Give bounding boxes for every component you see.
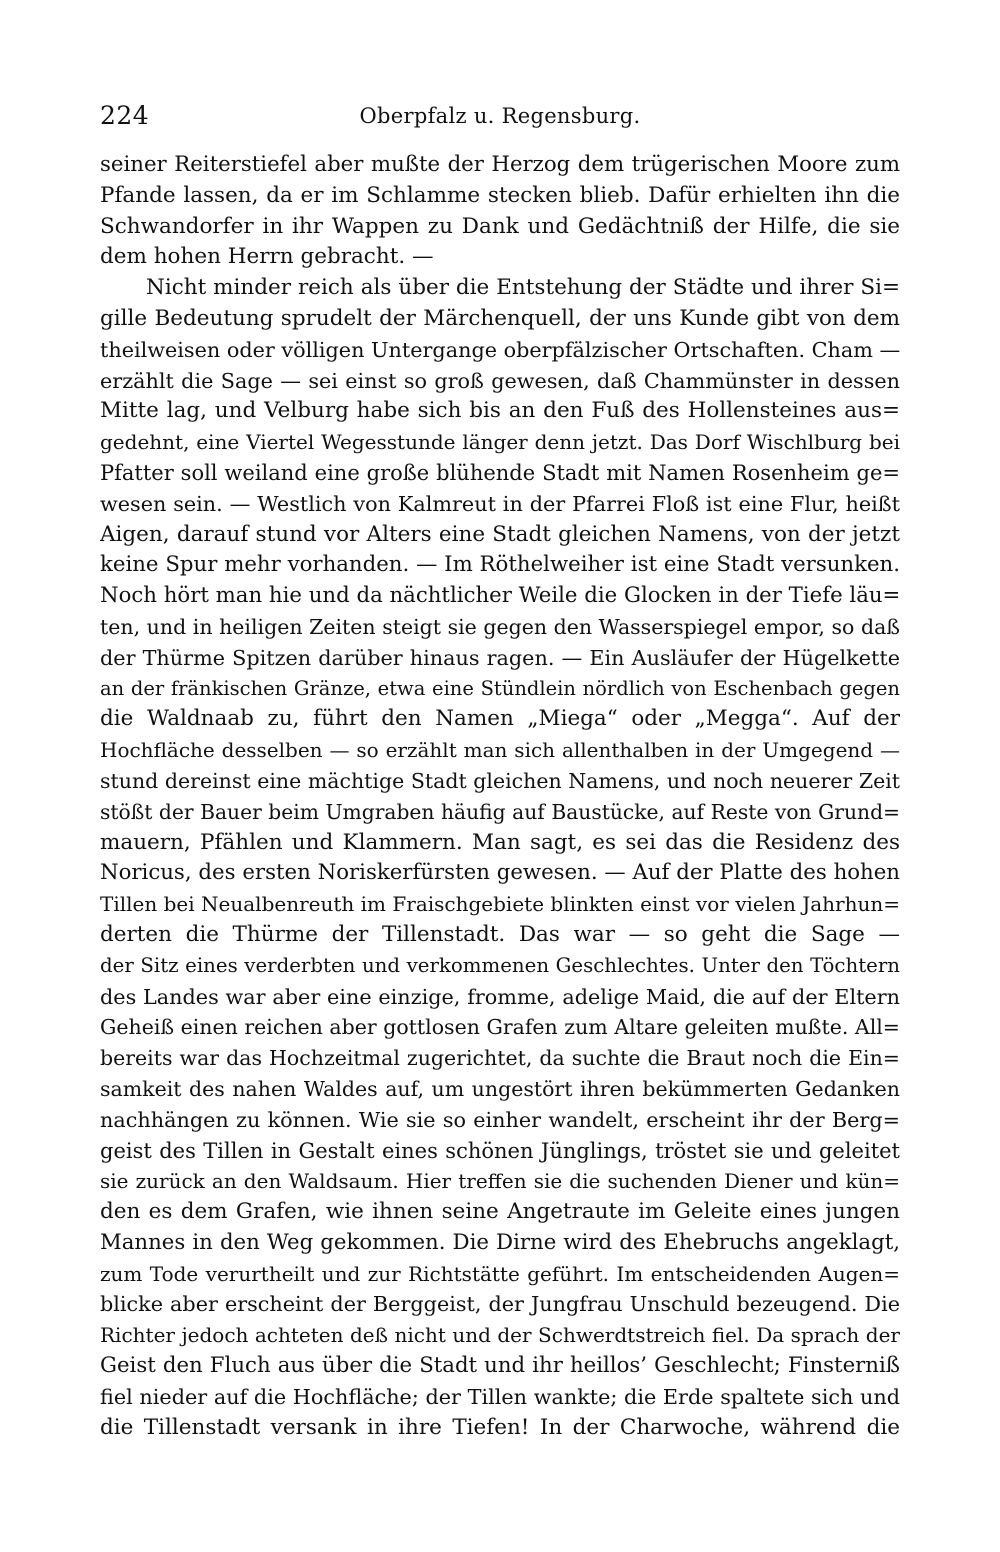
text-line: Mannes in den Weg gekommen. Die Dirne wird des Ehebruchs angeklagt, (100, 1229, 900, 1255)
text-line: Pfande lassen, da er im Schlamme stecken blieb. Dafür erhielten ihn die (100, 182, 900, 208)
text-line: stößt der Bauer beim Umgraben häufig auf Baustücke, auf Reste von Grund= (100, 799, 900, 824)
text-line: sie zurück an den Waldsaum. Hier treffen sie die suchenden Diener und kün= (100, 1169, 900, 1194)
text-line: mauern, Pfählen und Klammern. Man sagt, es sei das die Residenz des (100, 829, 900, 855)
body-text (100, 150, 900, 1443)
text-line: an der fränkischen Gränze, etwa eine Stündlein nördlich von Eschenbach gegen (100, 676, 900, 700)
page-header (100, 96, 900, 136)
page-number: 224 (100, 101, 150, 130)
text-line: Geheiß einen reichen aber gottlosen Grafen zum Altare geleiten mußte. All= (100, 1015, 900, 1040)
text-line: den es dem Grafen, wie ihnen seine Angetraute im Geleite eines jungen (100, 1199, 900, 1225)
text-line: erzählt die Sage — sei einst so groß gewesen, daß Chammünster in dessen (100, 368, 900, 393)
text-line: Schwandorfer in ihr Wappen zu Dank und Gedächtniß der Hilfe, die sie (100, 213, 900, 239)
text-line: der Sitz eines verderbten und verkommenen Geschlechtes. Unter den Töchtern (100, 953, 900, 977)
text-line: Richter jedoch achteten deß nicht und der Schwerdtstreich fiel. Da sprach der (100, 1323, 900, 1348)
text-line: seiner Reiterstiefel aber mußte der Herzog dem trügerischen Moore zum (100, 152, 900, 177)
text-line: Noch hört man hie und da nächtlicher Weile die Glocken in der Tiefe läu= (100, 583, 900, 609)
text-line: Nicht minder reich als über die Entstehung der Städte und ihrer Si= (146, 275, 900, 301)
text-line: dem hohen Herrn gebracht. — (100, 244, 434, 270)
text-line: keine Spur mehr vorhanden. — Im Röthelweiher ist eine Stadt versunken. (100, 552, 900, 578)
text-line: stund dereinst eine mächtige Stadt gleichen Namens, und noch neuerer Zeit (100, 768, 900, 793)
text-line: samkeit des nahen Waldes auf, um ungestört ihren bekümmerten Gedanken (100, 1076, 900, 1101)
text-line: gedehnt, eine Viertel Wegesstunde länger denn jetzt. Das Dorf Wischlburg bei (100, 430, 900, 455)
text-line: derten die Thürme der Tillenstadt. Das war — so geht die Sage — (100, 921, 900, 947)
text-line: blicke aber erscheint der Berggeist, der Jungfrau Unschuld bezeugend. Die (100, 1292, 900, 1317)
text-line: bereits war das Hochzeitmal zugerichtet, da suchte die Braut noch die Ein= (100, 1046, 900, 1071)
text-line: Aigen, darauf stund vor Alters eine Stadt gleichen Namens, von der jetzt (100, 521, 900, 547)
text-line: Hochfläche desselben — so erzählt man sich allenthalben in der Umgegend — (100, 738, 900, 763)
text-line: die Tillenstadt versank in ihre Tiefen! In der Charwoche, während die (100, 1414, 900, 1440)
text-line: fiel nieder auf die Hochfläche; der Tillen wankte; die Erde spaltete sich und (100, 1384, 900, 1409)
text-line: Geist den Fluch aus über die Stadt und ihr heillos’ Geschlecht; Finsterniß (100, 1353, 900, 1379)
text-line: die Waldnaab zu, führt den Namen „Miega“ oder „Megga“. Auf der (100, 706, 900, 732)
text-line: geist des Tillen in Gestalt eines schönen Jünglings, tröstet sie und geleitet (100, 1138, 900, 1163)
text-line: Mitte lag, und Velburg habe sich bis an den Fuß des Hollensteines aus= (100, 398, 900, 424)
text-line: des Landes war aber eine einzige, fromme, adelige Maid, die auf der Eltern (100, 984, 900, 1009)
text-line: der Thürme Spitzen darüber hinaus ragen. — Ein Ausläufer der Hügelkette (100, 645, 900, 670)
text-line: theilweisen oder völligen Untergange oberpfälzischer Ortschaften. Cham — (100, 337, 900, 362)
text-line: Pfatter soll weiland eine große blühende Stadt mit Namen Rosenheim ge= (100, 460, 900, 485)
text-line: Noricus, des ersten Noriskerfürsten gewesen. — Auf der Platte des hohen (100, 860, 900, 886)
text-line: zum Tode verurtheilt und zur Richtstätte geführt. Im entscheidenden Augen= (100, 1261, 900, 1286)
text-line: Tillen bei Neualbenreuth im Fraischgebiete blinkten einst vor vielen Jahrhun= (100, 892, 900, 917)
text-line: nachhängen zu können. Wie sie so einher wandelt, erscheint ihr der Berg= (100, 1107, 900, 1132)
running-title: Oberpfalz u. Regensburg. (359, 104, 641, 128)
text-line: gille Bedeutung sprudelt der Märchenquell, der uns Kunde gibt von dem (100, 305, 900, 331)
text-line: wesen sein. — Westlich von Kalmreut in der Pfarrei Floß ist eine Flur, heißt (100, 491, 900, 516)
text-line: ten, und in heiligen Zeiten steigt sie gegen den Wasserspiegel empor, so daß (100, 614, 900, 639)
